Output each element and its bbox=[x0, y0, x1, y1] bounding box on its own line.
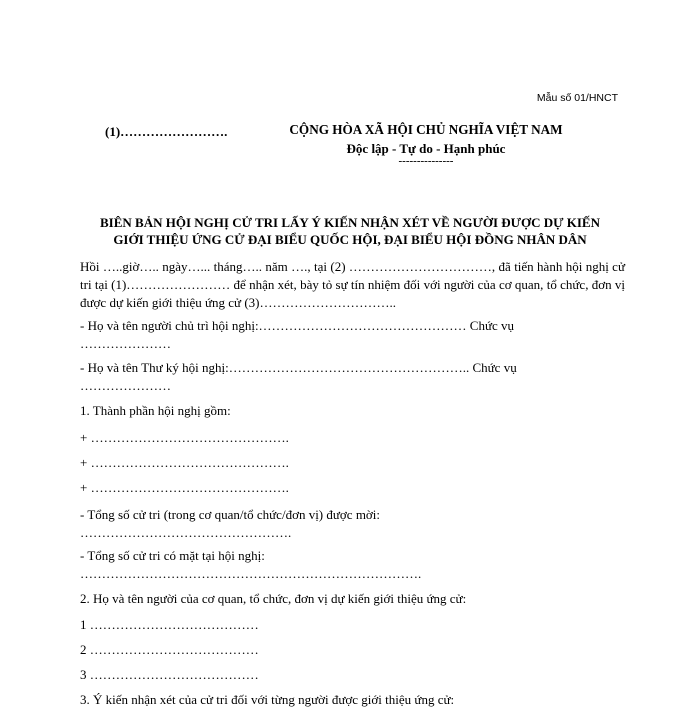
secretary-line: - Họ và tên Thư ký hội nghị:……………………………………………….. Chức vụ bbox=[80, 360, 517, 375]
chair-position-dots: ………………… bbox=[80, 336, 171, 351]
participant-item: + ………………………………………. bbox=[80, 455, 289, 470]
invited-voters-label: - Tổng số cử tri (trong cơ quan/tổ chức/đơn vị) được mời: bbox=[80, 507, 381, 522]
title-line-1: BIÊN BẢN HỘI NGHỊ CỬ TRI LẤY Ý KIẾN NHẬN XÉT VỀ NGƯỜI ĐƯỢC DỰ KIẾN bbox=[100, 215, 600, 230]
participant-item: + ………………………………………. bbox=[80, 480, 289, 495]
national-header bbox=[282, 122, 570, 167]
intro-paragraph: Hồi …..giờ….. ngày…... tháng….. năm …., tại (2) ……………………………, đã tiến hành hội nghị cử tri tại (1)…………………… để nhận xét, bày tỏ sự tín nhiệm đối với người của cơ quan, tổ chức, đơn vị được dự kiến giới thiệu ứng cử (3)………………………….. bbox=[80, 259, 625, 310]
national-motto: Độc lập - Tự do - Hạnh phúc bbox=[346, 141, 506, 156]
secretary-position-dots: ………………… bbox=[80, 378, 171, 393]
present-voters-dots: ……………………………………………………………………. bbox=[80, 566, 422, 581]
candidate-item: 1 ………………………………… bbox=[80, 617, 259, 632]
title-line-2: GIỚI THIỆU ỨNG CỬ ĐẠI BIỂU QUỐC HỘI, ĐẠI BIỂU HỘI ĐỒNG NHÂN DÂN bbox=[113, 232, 587, 247]
section-1-heading: 1. Thành phần hội nghị gồm: bbox=[80, 403, 231, 418]
candidate-item: 2 ………………………………… bbox=[80, 642, 259, 657]
invited-voters-dots: …………………………………………. bbox=[80, 525, 292, 540]
organization-placeholder: (1)……………………. bbox=[105, 124, 228, 139]
section-2-heading: 2. Họ và tên người của cơ quan, tổ chức, đơn vị dự kiến giới thiệu ứng cử: bbox=[80, 591, 467, 606]
nation-name: CỘNG HÒA XÃ HỘI CHỦ NGHĨA VIỆT NAM bbox=[289, 122, 563, 137]
form-code: Mẫu số 01/HNCT bbox=[536, 92, 618, 104]
section-3-heading: 3. Ý kiến nhận xét của cử tri đối với từng người được giới thiệu ứng cử: bbox=[80, 692, 455, 707]
header-separator: --------------- bbox=[398, 155, 454, 167]
present-voters-label: - Tổng số cử tri có mặt tại hội nghị: bbox=[80, 548, 265, 563]
document-title bbox=[60, 214, 640, 248]
participant-item: + ………………………………………. bbox=[80, 430, 289, 445]
candidate-item: 3 ………………………………… bbox=[80, 667, 259, 682]
chair-line: - Họ và tên người chủ trì hội nghị:………………………………………… Chức vụ bbox=[80, 318, 515, 333]
